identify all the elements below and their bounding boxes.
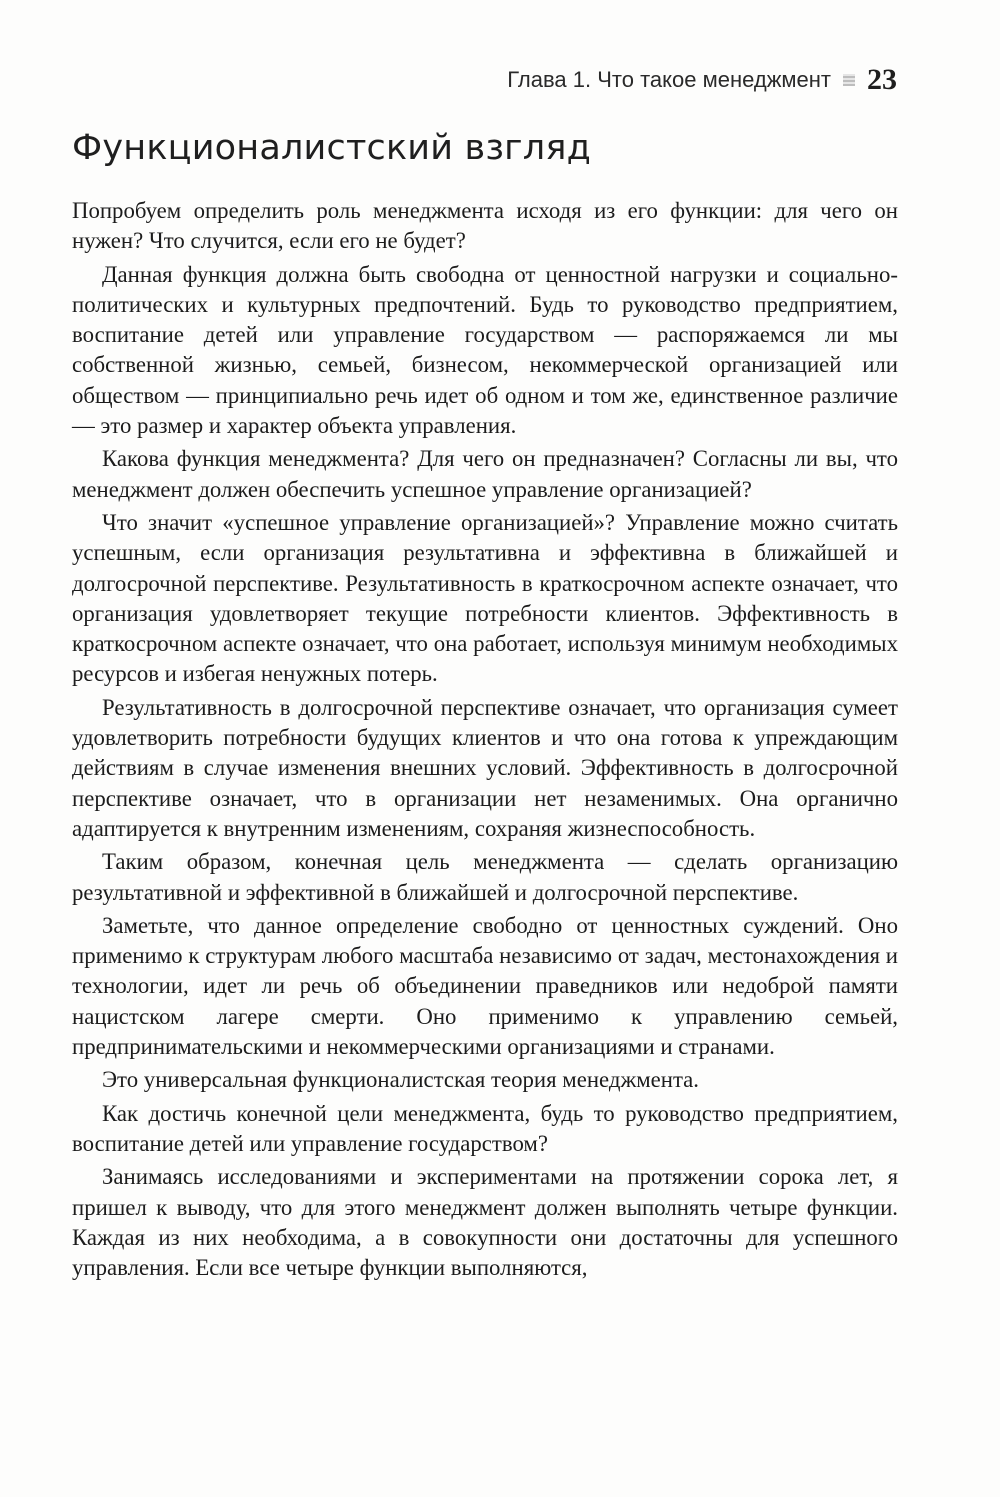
paragraph: Данная функция должна быть свободна от ценностной нагрузки и социально-политических и культурных предпочтений. Будь то руководство предприятием, воспитание детей или управление государством — распоряжаемся ли мы собственной жизнью, семьей, бизнесом, некоммерческой организацией или обществом — принципиально речь идет об одном и том же, единственное различие — это размер и характер объекта управления. (72, 261, 898, 439)
paragraph: Занимаясь исследованиями и экспериментами на протяжении сорока лет, я пришел к выводу, что для этого менеджмент должен выполнять четыре функции. Каждая из них необходима, а в совокупности они достаточны для успешного управления. Если все четыре функции выполняются, (72, 1164, 898, 1281)
paragraph: Что значит «успешное управление организацией»? Управление можно считать успешным, если организация результативна и эффективна в ближайшей и долгосрочной перспективе. Результативность в краткосрочном аспекте означает, что организация удовлетворяет текущие потребности клиентов. Эффективность в краткосрочном аспекте означает, что она работает, используя минимум необходимых ресурсов и избегая ненужных потерь. (72, 509, 898, 687)
paragraph: Заметьте, что данное определение свободно от ценностных суждений. Оно применимо к структурам любого масштаба независимо от задач, местонахождения и технологии, идет ли речь об объединении праведников или недоброй памяти нацистском лагере смерти. Оно применимо к управлению семьей, предпринимательскими и некоммерческими организациями и странами. (72, 912, 898, 1060)
paragraph: Это универсальная функционалистская теория менеджмента. (102, 1067, 700, 1093)
section-heading: Функционалистский взгляд (72, 128, 591, 168)
page-number: 23 (867, 63, 897, 96)
paragraph: Как достичь конечной цели менеджмента, будь то руководство предприятием, воспитание детей или управление государством? (72, 1100, 898, 1156)
paragraph: Попробуем определить роль менеджмента исходя из его функции: для чего он нужен? Что случится, если его не будет? (72, 198, 898, 254)
paragraph: Таким образом, конечная цель менеджмента — сделать организацию результативной и эффективной в ближайшей и долгосрочной перспективе. (72, 849, 898, 905)
body-text (72, 196, 898, 1286)
chapter-title: Глава 1. Что такое менеджмент (507, 67, 831, 92)
running-header (507, 60, 897, 100)
header-separator-icon (843, 74, 855, 86)
paragraph: Результативность в долгосрочной перспективе означает, что организация сумеет удовлетворить потребности будущих клиентов и что она готова к упреждающим действиям в случае изменения внешних условий. Эффективность в долгосрочной перспективе означает, что в организации нет незаменимых. Она органично адаптируется к внутренним изменениям, сохраняя жизнеспособность. (72, 694, 898, 841)
paragraph: Какова функция менеджмента? Для чего он предназначен? Согласны ли вы, что менеджмент должен обеспечить успешное управление организацией? (72, 446, 898, 502)
